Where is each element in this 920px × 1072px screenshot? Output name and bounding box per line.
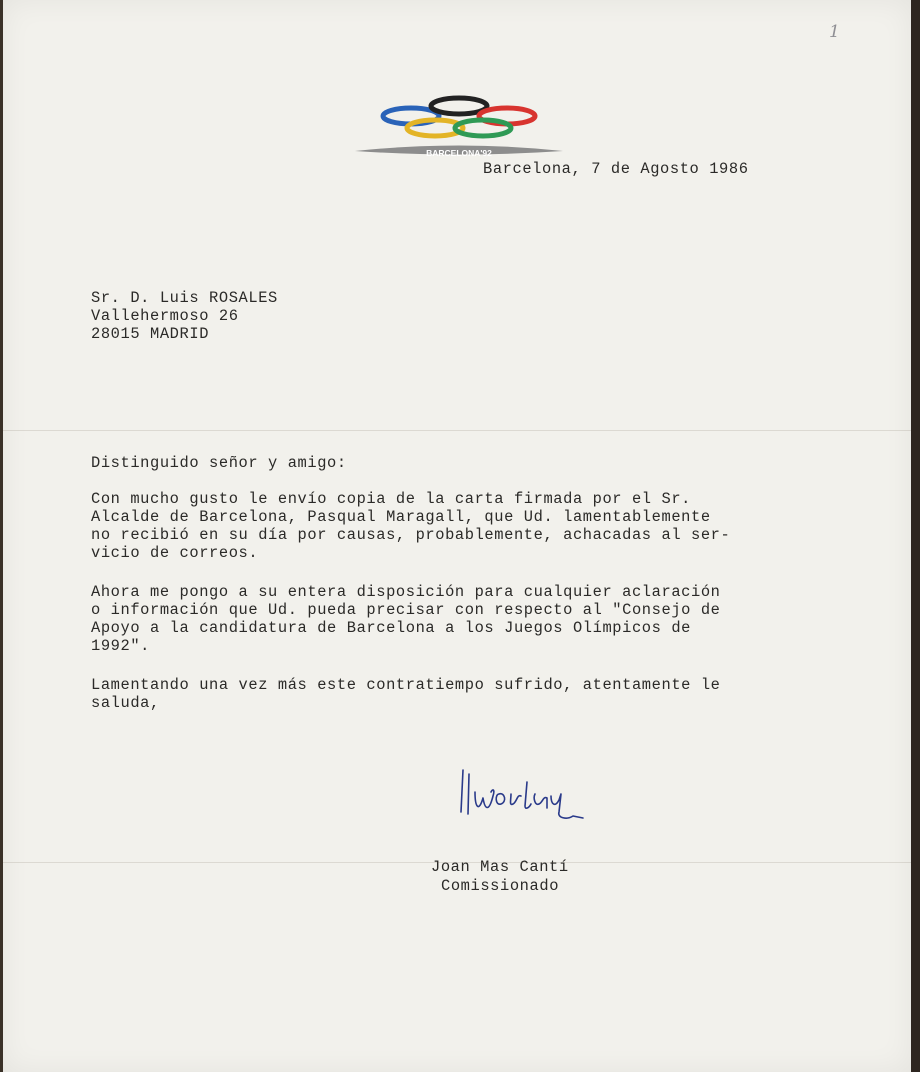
paragraph-line: Alcalde de Barcelona, Pasqual Maragall, que Ud. lamentablemente	[91, 508, 711, 526]
paragraph-line: Lamentando una vez más este contratiempo sufrido, atentamente le	[91, 676, 721, 694]
paragraph-line: Apoyo a la candidatura de Barcelona a los Juegos Olímpicos de	[91, 619, 691, 637]
paragraph-line: vicio de correos.	[91, 544, 259, 562]
paragraph-line: Con mucho gusto le envío copia de la carta firmada por el Sr.	[91, 490, 691, 508]
paragraph-3	[91, 676, 821, 712]
paragraph-line: saluda,	[91, 694, 160, 712]
letter-date: Barcelona, 7 de Agosto 1986	[483, 160, 749, 178]
signatory-name: Joan Mas Cantí	[431, 858, 569, 876]
recipient-city: 28015 MADRID	[91, 325, 210, 343]
barcelona-92-logo	[353, 92, 565, 162]
paragraph-line: o información que Ud. pueda precisar con respecto al "Consejo de	[91, 601, 721, 619]
recipient-name: Sr. D. Luis ROSALES	[91, 289, 278, 307]
logo-text: BARCELONA'92	[426, 148, 492, 158]
page-number: 1	[829, 22, 840, 42]
letter-page	[3, 0, 911, 1072]
paragraph-line: 1992".	[91, 637, 151, 655]
paragraph-2	[91, 583, 821, 655]
recipient-street: Vallehermoso 26	[91, 307, 239, 325]
salutation: Distinguido señor y amigo:	[91, 454, 347, 472]
handwritten-signature	[455, 764, 605, 834]
paragraph-line: Ahora me pongo a su entera disposición para cualquier aclaración	[91, 583, 721, 601]
paragraph-1	[91, 490, 821, 562]
signatory-title: Comissionado	[441, 877, 560, 895]
paper-fold	[3, 430, 911, 431]
scan-edge	[911, 0, 920, 1072]
paragraph-line: no recibió en su día por causas, probablemente, achacadas al ser-	[91, 526, 731, 544]
paper-fold	[3, 862, 911, 863]
